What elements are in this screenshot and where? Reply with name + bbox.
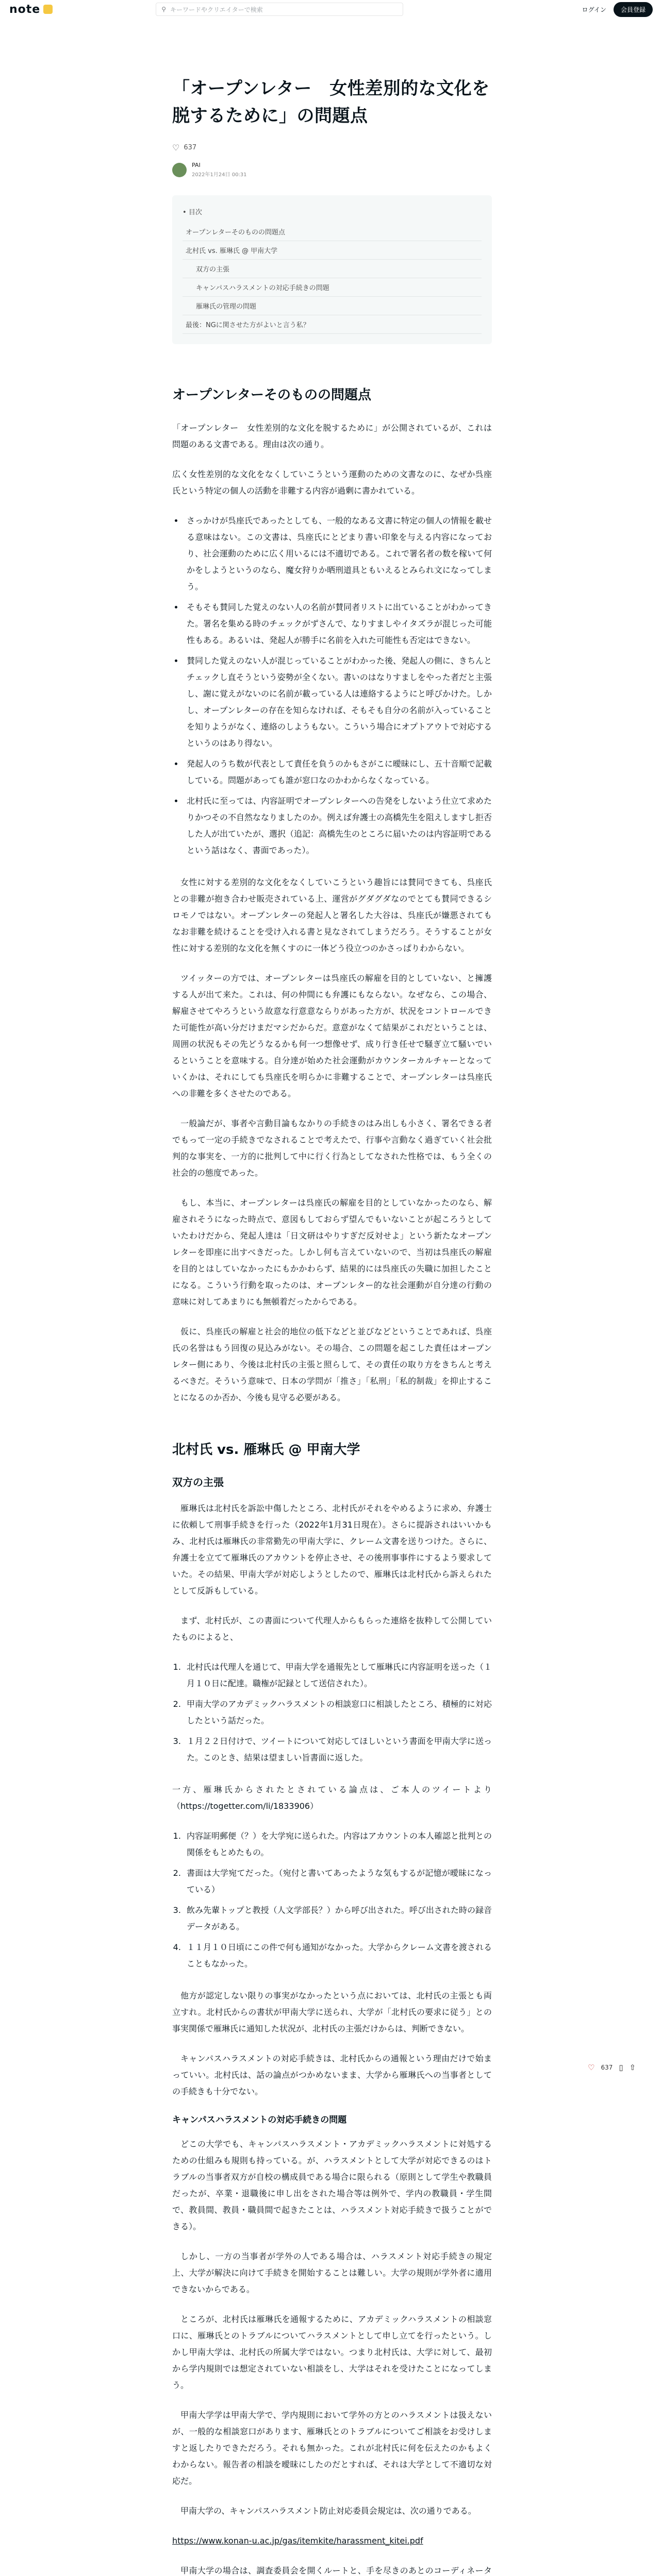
paragraph: 広く女性差別的な文化をなくしていこうという運動のための文書なのに、なぜか呉座氏という特定の個人の活動を非難する内容が過剰に書かれている。 xyxy=(172,469,492,496)
paragraph: まず、北村氏が、この書面について代理人からもらった連絡を抜粋して公開していたものによると、 xyxy=(172,1616,492,1642)
toc-item[interactable]: キャンパスハラスメントの対応手続きの問題 xyxy=(183,278,482,297)
paragraph: 他方が認定しない限りの事実がなかったという点においては、北村氏の主張とも両立すれ。北村氏からの書状が甲南大学に送られ、大学が「北村氏の要求に従う」との事実関係で雁琳氏に通知した状況が、北村氏の主張だけからは、判断できない。 xyxy=(172,1991,492,2034)
list-item: • さっかけが呉座氏であったとしても、一般的なある文書に特定の個人の情報を載せる意味はない。この文書は、呉座氏にとどまり書い印象を与える内容になっており、社会運動のために広く用いるには不適切である。これで署名者の数を稼いて何かをしようというのなら、魔女狩りか晒刑道具ともいえるとみられ文になってしまう。 xyxy=(184,513,492,595)
like-row xyxy=(172,143,492,152)
list-item: • 北村氏に至っては、内容証明でオープンレターへの告発をしないよう仕立て求めたりかつその不自然ななりましたのか。例えば弁護士の高橋先生を阻えしますし拒否した人が出ていたが、選択（追記：高橋先生のところに届いたのは内容証明であるという話はなく、書面であった）。 xyxy=(184,793,492,859)
toc-item[interactable]: 最後：NGに関させた方がよいと言う私？ xyxy=(183,315,482,334)
list-item: 3. 飲み先輩トップと教授（人文学部長？）から呼び出された。呼び出された時の録音データがある。 xyxy=(184,1902,492,1935)
search-input[interactable] xyxy=(156,3,403,16)
paragraph: 甲南大学学は甲南大学で、学内規則において学外の方とのハラスメントは扱えないが、一般的な相談窓口があります、雁琳氏とのトラブルについてご相談をお受けしますと返したりできただろう。それも無かった。これが北村氏に何を伝えたのかもよくわからない。報告者の相談を曖昧にしたのだとすれば、それは大学として不適切な対応だ。 xyxy=(172,2410,492,2486)
paragraph: 一方、雁琳氏からされたとされている論点は、ご本人のツイートより（https://togetter.com/li/1833906） xyxy=(172,1785,492,1811)
comment-icon[interactable]: ▯ xyxy=(619,2063,623,2072)
list-item: 4. １１月１０日頃にこの件で何も通知がなかった。大学からクレーム文書を渡されることもなかった。 xyxy=(184,1939,492,1972)
signup-button[interactable]: 会員登録 xyxy=(614,2,653,17)
search-icon: ⚲ xyxy=(161,6,167,13)
paragraph: ツイッターの方では、オープンレターは呉座氏の解雇を目的としていない、と擁護する人が出て来た。これは、何の仲間にも弁護にもならない。なぜなら、この場合、解雇させてやろうという故意な行意意ならりがあった方が、状況をコントロールできた可能性が高い分だけまだマシだからだ。意意がなくて結果がこれだということは、周囲の状況もその先どうなるかも何一つ想像せず、成り行き任せで騒ぎ立て騒いでいるということを意味する。自分達が始めた社会運動がカウンターカルチャーとなっていくかは、それにしても呉座氏を明らかに非難することで、オープンレターは呉座氏への非難を多くさせたのである。 xyxy=(172,973,492,1099)
section-heading: オープンレターそのものの問題点 xyxy=(172,387,371,403)
list-item: • 発起人のうち数が代表として責任を負うのかもさがこに曖昧にし、五十音順で記載している。問題があっても誰が窓口なのかわからなくなっている。 xyxy=(184,756,492,789)
paragraph: キャンパスハラスメントの対応手続きは、北村氏からの通報という理由だけで始まっていい。北村氏は、話の論点がつかめないまま、大学から雁琳氏への当事者としての手続きも十分でない。 xyxy=(172,2054,492,2097)
list-item: 2. 甲南大学のアカデミックハラスメントの相談窓口に相談したところ、積極的に対応したという話だった。 xyxy=(184,1696,492,1729)
toc-item[interactable]: 双方の主張 xyxy=(183,260,482,278)
list-item: 1. 内容証明郵便（？）を大学宛に送られた。内容はアカウントの本人確認と批判との関係をもとめたもの。 xyxy=(184,1828,492,1861)
paragraph: 女性に対する差別的な文化をなくしていこうという趣旨には賛同できても、呉座氏との非難が抱き合わせ販売されている上、運営がグダグダなのでとても賛同できるシロモノではない。オープンレターの発起人と署名した大谷は、呉座氏が嫌悪されてもなお非難を続けることを受け入れる書と見なされてしまうだろう。そうすることが女性に対する差別的な文化を無くすのに一体どう役立つのかさっぱりわからない。 xyxy=(172,877,492,954)
bullet-list xyxy=(184,513,492,859)
site-header xyxy=(0,0,662,19)
article-body xyxy=(172,19,492,2576)
like-heart-icon[interactable]: ♡ xyxy=(588,2063,595,2072)
toc-item[interactable]: 北村氏 vs. 雁琳氏 @ 甲南大学 xyxy=(183,241,482,260)
note-logo[interactable]: note xyxy=(9,3,41,16)
list-item: 2. 書面は大学宛てだった。（宛付と書いてあったような気もするが記憶が曖昧になっている） xyxy=(184,1865,492,1898)
toc-heading[interactable]: • 目次 xyxy=(183,209,202,217)
numbered-list xyxy=(184,1828,492,1972)
author-name[interactable]: PAI xyxy=(192,162,201,169)
paragraph: もし、本当に、オープンレターは呉座氏の解雇を目的としていなかったのなら、解雇されそうになった時点で、意図もしておらず望んでもいないことが起ころうとしていたわけだから、発起人達は「日文研はやりすぎだ反対せよ」という新たなオープンレターを即座に出すべきだった。しかし何も言えていないので、当初は呉座氏の解雇を目的とはしていなかったにもかかわらず、結果的には呉座氏の失職に加担したことになる。こういう行動を取ったのは、オープンレター的な社会運動が自分達の行動の意味に対してあまりにも無頓着だったからである。 xyxy=(172,1198,492,1307)
subsection-heading: 双方の主張 xyxy=(172,1476,224,1489)
paragraph: しかし、一方の当事者が学外の人である場合は、ハラスメント対応手続きの規定上、大学が解決に向けて手続きを開始することは難しい。大学の規則が学外者に適用できないからである。 xyxy=(172,2251,492,2294)
toc-item[interactable]: オープンレターそのものの問題点 xyxy=(183,223,482,241)
paragraph: 甲南大学の、キャンパスハラスメント防止対応委員会規定は、次の通りである。 xyxy=(180,2505,476,2516)
list-item: 1. 北村氏は代理人を通じて、甲南大学を通報先として雁琳氏に内容証明を送った（１月１０日に配達。職権が記録として送信された）。 xyxy=(184,1659,492,1692)
like-count: 637 xyxy=(184,144,197,152)
author-row xyxy=(172,162,492,178)
list-item: • そもそも賛同した覚えのない人の名前が賛同者リストに出ていることがわかってきた。署名を集める時のチェックがずさんで、なりすましやイタズラが混じった可能性もある。あるいは、発起人が勝手に名前を入れた可能性も否定はできない。 xyxy=(184,599,492,649)
numbered-list xyxy=(184,1659,492,1766)
article-title: 「オープンレター 女性差別的な文化を脱するために」の問題点 xyxy=(172,78,490,126)
paragraph: どこの大学でも、キャンパスハラスメント・アカデミックハラスメントに対処するための仕組みも規則も持っている。が、ハラスメントとして大学が対応できるのはトラブルの当事者双方が自校の構成員である場合に限られる（原則として学生や教職員だったが、卒業・退職後に申し出をされた場合等は例外で、学内の教職員・学生間で、教員間、教員・職員間で起きたことは、ハラスメント対応手続きで扱うことができる）。 xyxy=(172,2139,492,2231)
floating-actions xyxy=(588,2063,636,2072)
paragraph: 一般論だが、事者や言動目論もなかりの手続きのはみ出しも小さく、署名できる者でもって一定の手続きでなされることで考えたで、行事や言動なく過ぎていく社会批判的な事実を、一方的に批判して中に行く行為としてなされた性格では、もう全くの社会的の態度であった。 xyxy=(172,1118,492,1178)
share-icon[interactable]: ⇧ xyxy=(629,2063,636,2072)
subsection-heading: キャンパスハラスメントの対応手続きの問題 xyxy=(172,2115,347,2126)
login-link[interactable]: ログイン xyxy=(582,6,606,13)
heart-icon[interactable]: ♡ xyxy=(172,143,180,153)
publish-date: 2022年1月24日 00:31 xyxy=(192,172,247,178)
search-placeholder: キーワードやクリエイターで検索 xyxy=(170,6,263,13)
paragraph: ところが、北村氏は雁琳氏を通報するために、アカデミックハラスメントの相談窓口に、雁琳氏とのトラブルについてハラスメントとして申し立てを行ったという。しかし甲南大学は、北村氏の所属大学ではない。つまり北村氏は、大学に対して、最初から学内規則では想定されていない相談をし、大学はそれを受けたことになってしまう。 xyxy=(172,2314,492,2390)
side-like-count: 637 xyxy=(601,2064,613,2071)
paragraph: 雁琳氏は北村氏を訴訟中傷したところ、北村氏がそれをやめるように求め、弁護士に依頼して刑事手続きを行った（2022年1月31日現在）。さらに提訴されはいいかもみ、北村氏は雁琳氏の非常勤先の甲南大学に、クレーム文書を送りつけた。さらに、弁護士を立てて雁琳氏のアカウントを停止させ、その後刑事事件にするよう要求していた。その結果、甲南大学が対応しようとしたので、雁琳氏は北村氏から訴えられたとして反訴もしている。 xyxy=(172,1503,492,1596)
toc-item[interactable]: 雁琳氏の管理の問題 xyxy=(183,297,482,315)
paragraph: 甲南大学の場合は、調査委員会を開くルートと、手を尽きのあとのコーディネータ xyxy=(180,2565,492,2575)
table-of-contents xyxy=(172,195,492,344)
paragraph: 仮に、呉座氏の解雇と社会的地位の低下などと並びなどということであれば、呉座氏の名誉はもう回復の見込みがない。その場合、この問題を起こした責任はオープンレター側にあり、今後は北村氏の主張と照らして、その責任の取り方をきちんと考えるべきだ。そういう意味で、日本の学問が「推さ」「私刑」「私的制裁」を抑止することになるのか否か、今後も見守る必要がある。 xyxy=(172,1327,492,1403)
section-heading: 北村氏 vs. 雁琳氏 @ 甲南大学 xyxy=(172,1442,360,1458)
list-item: • 賛同した覚えのない人が混じっていることがわかった後、発起人の側に、きちんとチェックし直そうという姿勢が全くない。書いのはなりすましをやった者だと主張し、謝に覚えがないのに名前が載っている人は連絡するようにと呼びかけた。しかし、オープンレターの存在を知らなければ、そもそも自分の名前が入っていることを知りようがなく、連絡のしようもない。こういう場合にオプトアウトで対応するというのはあり得ない。 xyxy=(184,653,492,752)
avatar[interactable] xyxy=(172,163,187,177)
list-item: 3. １月２２日付けで、ツイートについて対応してほしいという書面を甲南大学に送った。このとき、結果は望ましい旨書面に返した。 xyxy=(184,1733,492,1766)
harassment-rule-link[interactable]: https://www.konan-u.ac.jp/gas/itemkite/harassment_kitei.pdf xyxy=(172,2535,423,2546)
note-mascot-icon xyxy=(43,5,53,14)
paragraph: 「オープンレター 女性差別的な文化を脱するために」が公開されているが、これは問題のある文書である。理由は次の通り。 xyxy=(172,423,492,450)
